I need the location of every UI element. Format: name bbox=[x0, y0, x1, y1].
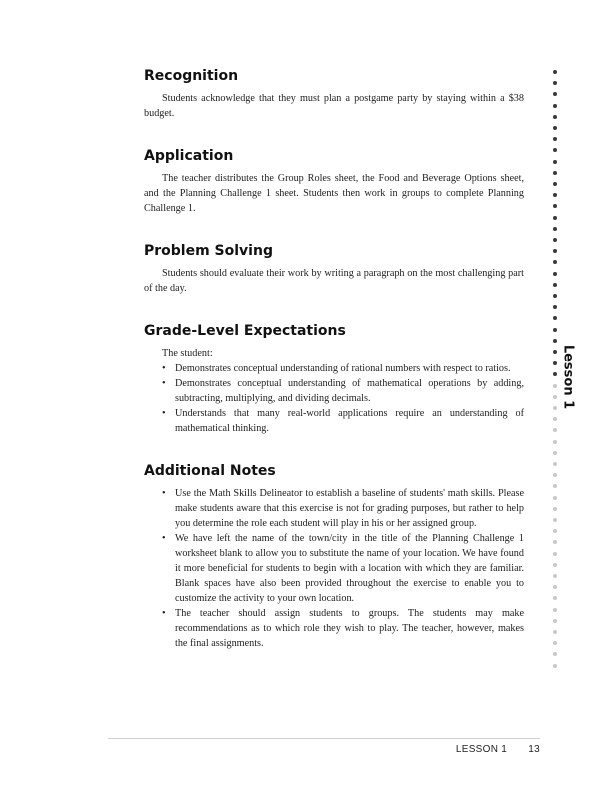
grade-level-intro: The student: bbox=[162, 348, 213, 359]
decorative-dot bbox=[553, 316, 557, 320]
list-item-text: We have left the name of the town/city in the title of the Planning Challenge 1 worksheet blank to allow you to substitute the name of your location. We have found it more beneficial for students to begin with a location with which they are familiar. Blank spaces have also been provided throughout the exercise to enable you to customize the activity to your own location. bbox=[175, 533, 524, 604]
list-item bbox=[144, 486, 524, 531]
page-content bbox=[144, 66, 524, 676]
application-heading: Application bbox=[144, 148, 234, 164]
decorative-dot bbox=[553, 540, 557, 544]
decorative-dot bbox=[553, 395, 557, 399]
list-item-text: Demonstrates conceptual understanding of rational numbers with respect to ratios. bbox=[175, 363, 511, 374]
decorative-dot bbox=[553, 148, 557, 152]
decorative-dot bbox=[553, 137, 557, 141]
decorative-dot bbox=[553, 384, 557, 388]
section-application bbox=[144, 146, 524, 216]
decorative-dot bbox=[553, 507, 557, 511]
list-item bbox=[144, 376, 524, 406]
bullet-icon: • bbox=[162, 363, 166, 374]
decorative-dot bbox=[553, 182, 557, 186]
grade-level-list bbox=[144, 361, 524, 436]
list-item-text: Demonstrates conceptual understanding of mathematical operations by adding, subtracting, multiplying, and dividing decimals. bbox=[175, 378, 524, 404]
section-problem-solving bbox=[144, 241, 524, 296]
list-item bbox=[144, 406, 524, 436]
decorative-dot bbox=[553, 574, 557, 578]
decorative-dot bbox=[553, 518, 557, 522]
decorative-dot bbox=[553, 294, 557, 298]
lesson-side-tab bbox=[560, 337, 576, 417]
footer-lesson-label: LESSON 1 bbox=[455, 744, 508, 755]
decorative-dot bbox=[553, 171, 557, 175]
section-grade-level-expectations bbox=[144, 321, 524, 436]
footer-divider bbox=[108, 738, 540, 739]
decorative-dot bbox=[553, 473, 557, 477]
decorative-dot bbox=[553, 462, 557, 466]
list-item-text: Understands that many real-world applications require an understanding of mathematical thinking. bbox=[175, 408, 524, 434]
decorative-dot bbox=[553, 238, 557, 242]
decorative-dot bbox=[553, 92, 557, 96]
decorative-dot bbox=[553, 361, 557, 365]
list-item bbox=[144, 361, 524, 376]
decorative-dot bbox=[553, 630, 557, 634]
decorative-dot-rail bbox=[553, 70, 559, 680]
decorative-dot bbox=[553, 372, 557, 376]
page-footer bbox=[456, 744, 540, 755]
section-additional-notes bbox=[144, 461, 524, 651]
decorative-dot bbox=[553, 104, 557, 108]
decorative-dot bbox=[553, 552, 557, 556]
decorative-dot bbox=[553, 115, 557, 119]
list-item bbox=[144, 531, 524, 606]
decorative-dot bbox=[553, 272, 557, 276]
decorative-dot bbox=[553, 496, 557, 500]
bullet-icon: • bbox=[162, 378, 166, 389]
decorative-dot bbox=[553, 70, 557, 74]
additional-notes-heading: Additional Notes bbox=[144, 463, 276, 479]
decorative-dot bbox=[553, 440, 557, 444]
decorative-dot bbox=[553, 664, 557, 668]
problem-solving-text: Students should evaluate their work by writing a paragraph on the most challenging part of the day. bbox=[144, 268, 524, 294]
decorative-dot bbox=[553, 126, 557, 130]
recognition-heading: Recognition bbox=[144, 68, 239, 84]
decorative-dot bbox=[553, 350, 557, 354]
decorative-dot bbox=[553, 283, 557, 287]
additional-notes-list bbox=[144, 486, 524, 651]
recognition-text: Students acknowledge that they must plan a postgame party by staying within a $38 budget. bbox=[144, 93, 524, 119]
bullet-icon: • bbox=[162, 408, 166, 419]
side-tab-label: Lesson 1 bbox=[560, 344, 576, 410]
decorative-dot bbox=[553, 249, 557, 253]
problem-solving-heading: Problem Solving bbox=[144, 243, 273, 259]
bullet-icon: • bbox=[162, 608, 166, 619]
application-text: The teacher distributes the Group Roles sheet, the Food and Beverage Options sheet, and the Planning Challenge 1 sheet. Students then work in groups to complete Planning Challenge 1. bbox=[144, 173, 524, 214]
decorative-dot bbox=[553, 204, 557, 208]
decorative-dot bbox=[553, 529, 557, 533]
decorative-dot bbox=[553, 328, 557, 332]
decorative-dot bbox=[553, 585, 557, 589]
grade-level-heading: Grade-Level Expectations bbox=[144, 323, 346, 339]
decorative-dot bbox=[553, 596, 557, 600]
section-recognition bbox=[144, 66, 524, 121]
bullet-icon: • bbox=[162, 488, 166, 499]
decorative-dot bbox=[553, 260, 557, 264]
list-item-text: The teacher should assign students to groups. The students may make recommendations as to which role they wish to play. The teacher, however, makes the final assignments. bbox=[175, 608, 524, 649]
decorative-dot bbox=[553, 428, 557, 432]
decorative-dot bbox=[553, 641, 557, 645]
bullet-icon: • bbox=[162, 533, 166, 544]
decorative-dot bbox=[553, 652, 557, 656]
decorative-dot bbox=[553, 193, 557, 197]
decorative-dot bbox=[553, 417, 557, 421]
decorative-dot bbox=[553, 81, 557, 85]
decorative-dot bbox=[553, 227, 557, 231]
decorative-dot bbox=[553, 160, 557, 164]
decorative-dot bbox=[553, 305, 557, 309]
list-item bbox=[144, 606, 524, 651]
decorative-dot bbox=[553, 608, 557, 612]
page-number: 13 bbox=[528, 744, 540, 755]
decorative-dot bbox=[553, 216, 557, 220]
decorative-dot bbox=[553, 451, 557, 455]
decorative-dot bbox=[553, 563, 557, 567]
list-item-text: Use the Math Skills Delineator to establish a baseline of students' math skills. Please make students aware that this exercise is not for grading purposes, but rather to help you determine the role each student will play in his or her assigned group. bbox=[175, 488, 524, 529]
decorative-dot bbox=[553, 484, 557, 488]
decorative-dot bbox=[553, 619, 557, 623]
decorative-dot bbox=[553, 339, 557, 343]
decorative-dot bbox=[553, 406, 557, 410]
